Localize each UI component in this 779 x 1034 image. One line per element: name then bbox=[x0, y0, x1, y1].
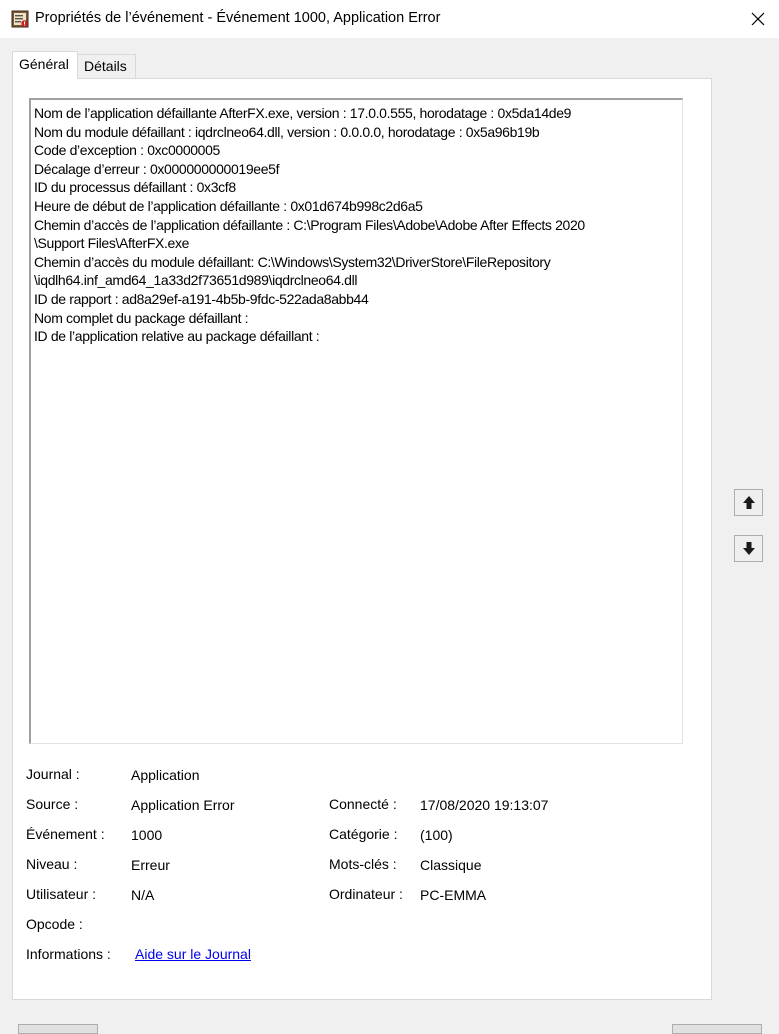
description-line: Chemin d’accès du module défaillant: C:\Windows\System32\DriverStore\FileRepository bbox=[34, 253, 551, 270]
description-line: \iqdlh64.inf_amd64_1a33d2f73651d989\iqdrclneo64.dll bbox=[34, 272, 358, 289]
categorie-value: (100) bbox=[420, 827, 453, 843]
arrow-down-icon bbox=[742, 541, 756, 556]
niveau-value: Erreur bbox=[131, 857, 170, 873]
mots-cles-label: Mots-clés : bbox=[329, 856, 397, 872]
description-line: Chemin d’accès de l’application défaillante : C:\Program Files\Adobe\Adobe After Effects 2020 bbox=[34, 216, 585, 233]
categorie-label: Catégorie : bbox=[329, 826, 398, 842]
evenement-label: Événement : bbox=[26, 826, 105, 842]
tab-general[interactable]: Général bbox=[12, 51, 78, 79]
description-line: ID du processus défaillant : 0x3cf8 bbox=[34, 179, 236, 196]
source-label: Source : bbox=[26, 796, 79, 812]
utilisateur-label: Utilisateur : bbox=[26, 886, 97, 902]
description-line: Nom du module défaillant : iqdrclneo64.dll, version : 0.0.0.0, horodatage : 0x5a96b19b bbox=[34, 123, 540, 140]
description-line: ID de rapport : ad8a29ef-a191-4b5b-9fdc-522ada8abb44 bbox=[34, 290, 369, 307]
close-button[interactable] bbox=[745, 6, 771, 32]
ordinateur-value: PC-EMMA bbox=[420, 887, 487, 903]
next-event-button[interactable] bbox=[734, 535, 763, 562]
connecte-value: 17/08/2020 19:13:07 bbox=[420, 797, 549, 813]
journal-value: Application bbox=[131, 767, 200, 783]
mots-cles-value: Classique bbox=[420, 857, 482, 873]
description-line: \Support Files\AfterFX.exe bbox=[34, 235, 190, 252]
description-line: Décalage d’erreur : 0x000000000019ee5f bbox=[34, 160, 280, 177]
previous-event-button[interactable] bbox=[734, 489, 763, 516]
ordinateur-label: Ordinateur : bbox=[329, 886, 403, 902]
window-title: Propriétés de l’événement - Événement 1000, Application Error bbox=[35, 10, 441, 26]
description-line: Code d’exception : 0xc0000005 bbox=[34, 142, 220, 159]
evenement-value: 1000 bbox=[131, 827, 163, 843]
niveau-label: Niveau : bbox=[26, 856, 78, 872]
event-viewer-icon bbox=[11, 10, 29, 28]
close-icon bbox=[751, 12, 765, 26]
description-line: Nom de l’application défaillante AfterFX.exe, version : 17.0.0.555, horodatage : 0x5da14de9 bbox=[34, 105, 572, 121]
description-line: Heure de début de l’application défaillante : 0x01d674b998c2d6a5 bbox=[34, 197, 423, 214]
close-dialog-button[interactable] bbox=[672, 1024, 762, 1034]
description-line: Nom complet du package défaillant : bbox=[34, 309, 249, 326]
arrow-up-icon bbox=[742, 495, 756, 510]
title-bar bbox=[0, 0, 779, 38]
connecte-label: Connecté : bbox=[329, 796, 397, 812]
informations-label: Informations : bbox=[26, 946, 111, 962]
copy-button[interactable] bbox=[18, 1024, 98, 1034]
journal-label: Journal : bbox=[26, 766, 80, 782]
utilisateur-value: N/A bbox=[131, 887, 155, 903]
tab-details[interactable]: Détails bbox=[78, 54, 136, 78]
source-value: Application Error bbox=[131, 797, 235, 813]
event-description-box[interactable] bbox=[29, 98, 683, 744]
journal-help-link[interactable]: Aide sur le Journal bbox=[135, 946, 251, 962]
description-line: ID de l’application relative au package défaillant : bbox=[34, 328, 320, 345]
opcode-label: Opcode : bbox=[26, 916, 83, 932]
